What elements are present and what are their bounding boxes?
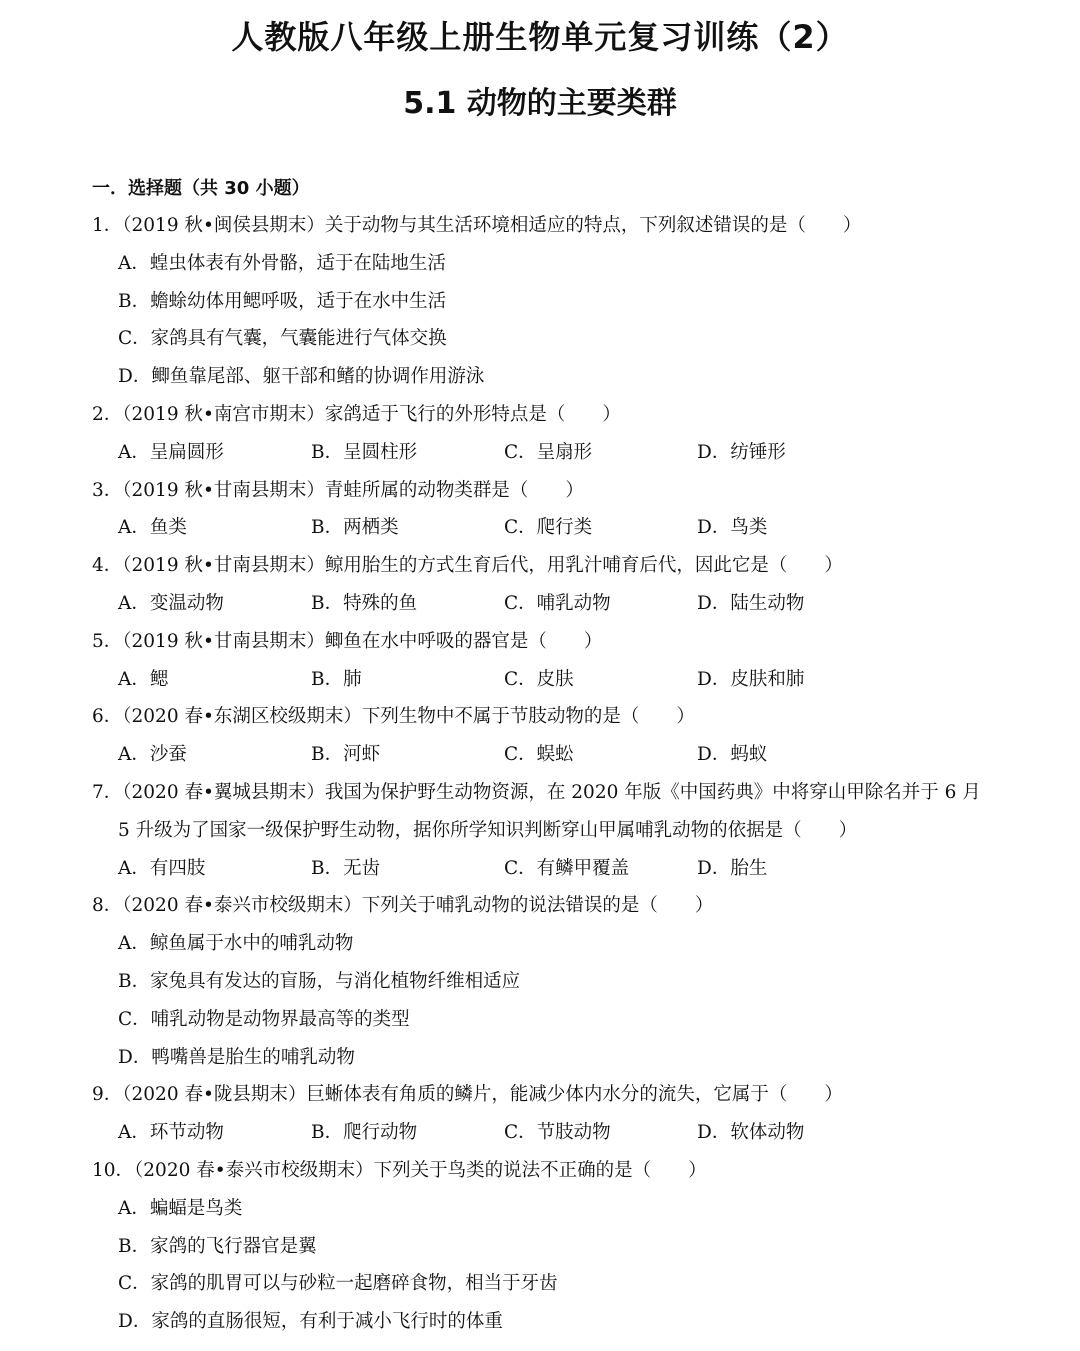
answer-option: A．有四肢 bbox=[118, 857, 206, 879]
answer-option: D．家鸽的直肠很短，有利于减小飞行时的体重 bbox=[118, 1311, 503, 1333]
question-block bbox=[92, 698, 1032, 774]
answer-option: D．鸟类 bbox=[697, 517, 768, 539]
question-block bbox=[92, 207, 1032, 396]
answer-option: B．两栖类 bbox=[311, 517, 399, 539]
question-section-heading: 一．选择题（共 30 小题） bbox=[92, 178, 310, 199]
question-block bbox=[92, 547, 1032, 623]
question-stem: 5 升级为了国家一级保护野生动物，据你所学知识判断穿山甲属哺乳动物的依据是（ ） bbox=[118, 819, 858, 841]
question-stem: 1．（2019 秋•闽侯县期末）关于动物与其生活环境相适应的特点，下列叙述错误的是（ ） bbox=[92, 215, 862, 236]
answer-option: C．哺乳动物是动物界最高等的类型 bbox=[118, 1008, 410, 1030]
answer-option: A．蝙蝠是鸟类 bbox=[118, 1197, 243, 1219]
answer-option: C．家鸽的肌胃可以与砂粒一起磨碎食物，相当于牙齿 bbox=[118, 1273, 558, 1295]
question-stem: 3．（2019 秋•甘南县期末）青蛙所属的动物类群是（ ） bbox=[92, 479, 584, 501]
question-stem: 5．（2019 秋•甘南县期末）鲫鱼在水中呼吸的器官是（ ） bbox=[92, 630, 603, 652]
answer-option: B．肺 bbox=[311, 668, 362, 690]
answer-option: B．爬行动物 bbox=[311, 1122, 418, 1144]
question-block bbox=[92, 472, 1032, 548]
question-stem: 10．（2020 春•泰兴市校级期末）下列关于鸟类的说法不正确的是（ ） bbox=[92, 1159, 707, 1181]
answer-option: A．呈扁圆形 bbox=[118, 441, 224, 463]
answer-option: B．河虾 bbox=[311, 744, 381, 766]
question-stem: 6．（2020 春•东湖区校级期末）下列生物中不属于节肢动物的是（ ） bbox=[92, 706, 695, 728]
answer-option: C．蜈蚣 bbox=[504, 744, 574, 766]
question-stem: 8．（2020 春•泰兴市校级期末）下列关于哺乳动物的说法错误的是（ ） bbox=[92, 895, 714, 917]
answer-option: A．沙蚕 bbox=[118, 744, 187, 766]
question-stem: 9．（2020 春•陇县期末）巨蜥体表有角质的鳞片，能减少体内水分的流失，它属于（ ） bbox=[92, 1084, 843, 1106]
answer-option: C．有鳞甲覆盖 bbox=[504, 857, 630, 879]
answer-option: C．哺乳动物 bbox=[504, 592, 611, 614]
answer-option: A．环节动物 bbox=[118, 1122, 224, 1144]
answer-option: B．特殊的鱼 bbox=[311, 592, 418, 614]
question-block bbox=[92, 887, 1032, 1076]
answer-option: C．皮肤 bbox=[504, 668, 574, 690]
question-block bbox=[92, 623, 1032, 699]
option-row bbox=[92, 850, 1032, 888]
question-block bbox=[92, 774, 1032, 887]
option-row bbox=[92, 1114, 1032, 1152]
answer-option: D．纺锤形 bbox=[697, 441, 786, 463]
answer-option: A．蝗虫体表有外骨骼，适于在陆地生活 bbox=[118, 252, 446, 274]
answer-option: C．节肢动物 bbox=[504, 1122, 611, 1144]
answer-option: C．家鸽具有气囊，气囊能进行气体交换 bbox=[118, 328, 447, 350]
answer-option: D．鲫鱼靠尾部、躯干部和鳍的协调作用游泳 bbox=[118, 366, 485, 388]
section-title: 5.1 动物的主要类群 bbox=[403, 86, 677, 121]
answer-option: A．鲸鱼属于水中的哺乳动物 bbox=[118, 933, 354, 955]
question-block bbox=[92, 1076, 1032, 1152]
answer-option: B．家鸽的飞行器官是翼 bbox=[118, 1235, 317, 1257]
answer-option: D．鸭嘴兽是胎生的哺乳动物 bbox=[118, 1046, 355, 1068]
answer-option: A．鳃 bbox=[118, 668, 169, 690]
answer-option: D．胎生 bbox=[697, 857, 768, 879]
question-stem: 2．（2019 秋•南宫市期末）家鸽适于飞行的外形特点是（ ） bbox=[92, 403, 621, 425]
option-row bbox=[92, 509, 1032, 547]
answer-option: D．皮肤和肺 bbox=[697, 668, 805, 690]
answer-option: B．蟾蜍幼体用鳃呼吸，适于在水中生活 bbox=[118, 290, 447, 312]
page-title: 人教版八年级上册生物单元复习训练（2） bbox=[231, 18, 849, 56]
question-block bbox=[92, 1152, 1032, 1341]
question-list bbox=[92, 207, 1032, 1341]
answer-option: A．变温动物 bbox=[118, 592, 224, 614]
answer-option: C．爬行类 bbox=[504, 517, 593, 539]
answer-option: B．无齿 bbox=[311, 857, 381, 879]
question-block bbox=[92, 396, 1032, 472]
answer-option: D．陆生动物 bbox=[697, 592, 805, 614]
option-row bbox=[92, 661, 1032, 699]
question-stem: 4．（2019 秋•甘南县期末）鲸用胎生的方式生育后代，用乳汁哺育后代，因此它是（ ） bbox=[92, 555, 843, 577]
option-row bbox=[92, 434, 1032, 472]
answer-option: B．家兔具有发达的盲肠，与消化植物纤维相适应 bbox=[118, 970, 521, 992]
option-row bbox=[92, 736, 1032, 774]
question-stem: 7．（2020 春•翼城县期末）我国为保护野生动物资源，在 2020 年版《中国药典》中将穿山甲除名并于 6 月 bbox=[92, 781, 981, 803]
answer-option: C．呈扇形 bbox=[504, 441, 593, 463]
option-row bbox=[92, 585, 1032, 623]
answer-option: A．鱼类 bbox=[118, 517, 187, 539]
answer-option: B．呈圆柱形 bbox=[311, 441, 418, 463]
answer-option: D．蚂蚁 bbox=[697, 744, 768, 766]
answer-option: D．软体动物 bbox=[697, 1122, 805, 1144]
